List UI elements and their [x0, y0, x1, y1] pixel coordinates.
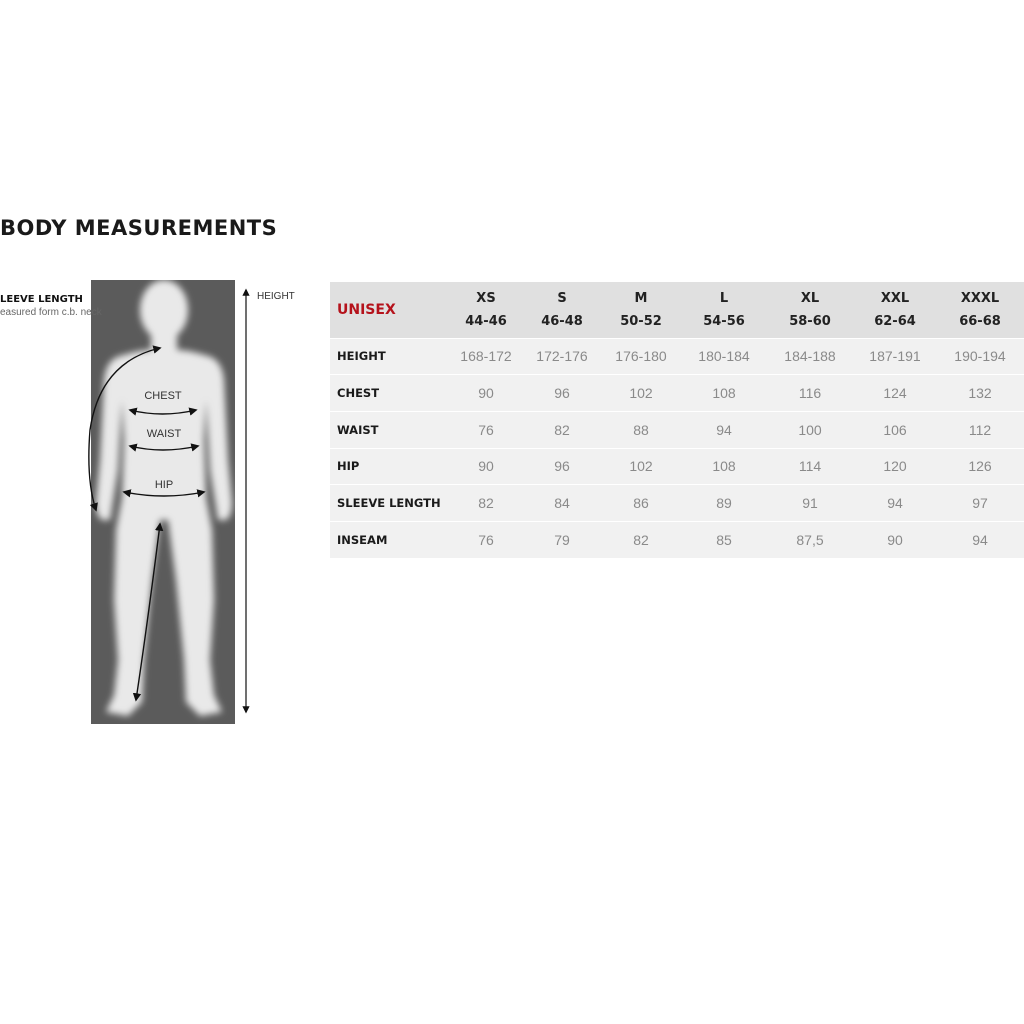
- table-cell: 108: [712, 458, 736, 475]
- table-cell: 76: [478, 421, 494, 438]
- table-row: [330, 448, 1024, 485]
- table-cell: 79: [554, 532, 570, 549]
- table-cell: 190-194: [954, 348, 1006, 365]
- table-cell: 124: [883, 385, 907, 402]
- table-cell: 96: [554, 385, 570, 402]
- body-figure: [0, 280, 320, 730]
- size-column-header: [600, 282, 682, 338]
- table-cell: 76: [478, 532, 494, 549]
- size-letter: XXXL: [960, 290, 1000, 306]
- hip-label: HIP: [154, 479, 174, 491]
- size-column-header: [448, 282, 524, 338]
- size-letter: M: [634, 290, 648, 306]
- table-cell: 102: [629, 458, 653, 475]
- table-cell: 180-184: [698, 348, 750, 365]
- table-cell: 82: [554, 421, 570, 438]
- sleeve-length-title: LEEVE LENGTH: [0, 294, 83, 305]
- sleeve-length-subtitle: easured form c.b. neck: [0, 307, 102, 318]
- table-cell: 187-191: [869, 348, 921, 365]
- size-eu-range: 50-52: [620, 313, 662, 329]
- table-cell: 90: [478, 458, 494, 475]
- table-cell: 82: [633, 532, 649, 549]
- sleeve-length-note: [0, 294, 102, 318]
- row-label: HEIGHT: [337, 349, 386, 364]
- size-eu-range: 58-60: [789, 313, 831, 329]
- size-letter: XL: [800, 290, 820, 306]
- size-eu-range: 44-46: [465, 313, 507, 329]
- table-row: [330, 411, 1024, 448]
- chest-label: CHEST: [144, 390, 182, 402]
- table-cell: 108: [712, 385, 736, 402]
- table-cell: 168-172: [460, 348, 512, 365]
- table-cell: 184-188: [784, 348, 836, 365]
- table-cell: 90: [887, 532, 903, 549]
- gender-label: UNISEX: [337, 301, 396, 318]
- size-column-header: [854, 282, 936, 338]
- table-row: [330, 485, 1024, 522]
- size-eu-range: 66-68: [959, 313, 1001, 329]
- table-cell: 82: [478, 495, 494, 512]
- table-cell: 94: [716, 421, 732, 438]
- size-column-header: [936, 282, 1024, 338]
- size-chart-table: [330, 282, 1024, 558]
- table-cell: 100: [798, 421, 822, 438]
- table-cell: 88: [633, 421, 649, 438]
- table-cell: 87,5: [796, 532, 824, 549]
- table-cell: 86: [633, 495, 649, 512]
- table-cell: 89: [716, 495, 732, 512]
- table-cell: 90: [478, 385, 494, 402]
- table-cell: 91: [802, 495, 818, 512]
- table-cell: 172-176: [536, 348, 588, 365]
- size-column-header: [766, 282, 854, 338]
- table-cell: 102: [629, 385, 653, 402]
- size-eu-range: 46-48: [541, 313, 583, 329]
- row-label: SLEEVE LENGTH: [337, 496, 441, 511]
- height-label: HEIGHT: [257, 291, 295, 302]
- size-eu-range: 62-64: [874, 313, 916, 329]
- size-letter: XXL: [880, 290, 910, 306]
- size-column-header: [682, 282, 766, 338]
- waist-label: WAIST: [146, 428, 182, 440]
- row-label: INSEAM: [337, 533, 388, 548]
- table-cell: 116: [798, 385, 822, 402]
- size-column-header: [524, 282, 600, 338]
- table-cell: 96: [554, 458, 570, 475]
- table-cell: 132: [968, 385, 992, 402]
- table-row: [330, 521, 1024, 558]
- table-cell: 94: [887, 495, 903, 512]
- table-cell: 112: [968, 421, 992, 438]
- table-cell: 106: [883, 421, 907, 438]
- size-letter: S: [557, 290, 567, 306]
- table-cell: 176-180: [615, 348, 667, 365]
- row-label: WAIST: [337, 422, 379, 437]
- size-letter: XS: [476, 290, 496, 306]
- table-cell: 120: [883, 458, 907, 475]
- row-label: HIP: [337, 459, 360, 474]
- row-label: CHEST: [337, 386, 380, 401]
- table-cell: 85: [716, 532, 732, 549]
- body-silhouette-illustration: [0, 280, 320, 730]
- size-header-row: [330, 282, 1024, 338]
- table-cell: 126: [968, 458, 992, 475]
- table-cell: 114: [798, 458, 822, 475]
- table-cell: 84: [554, 495, 570, 512]
- table-cell: 97: [972, 495, 988, 512]
- table-row: [330, 375, 1024, 412]
- page-title: BODY MEASUREMENTS: [0, 216, 278, 240]
- table-row: [330, 338, 1024, 375]
- table-cell: 94: [972, 532, 988, 549]
- size-letter: L: [719, 290, 729, 306]
- size-eu-range: 54-56: [703, 313, 745, 329]
